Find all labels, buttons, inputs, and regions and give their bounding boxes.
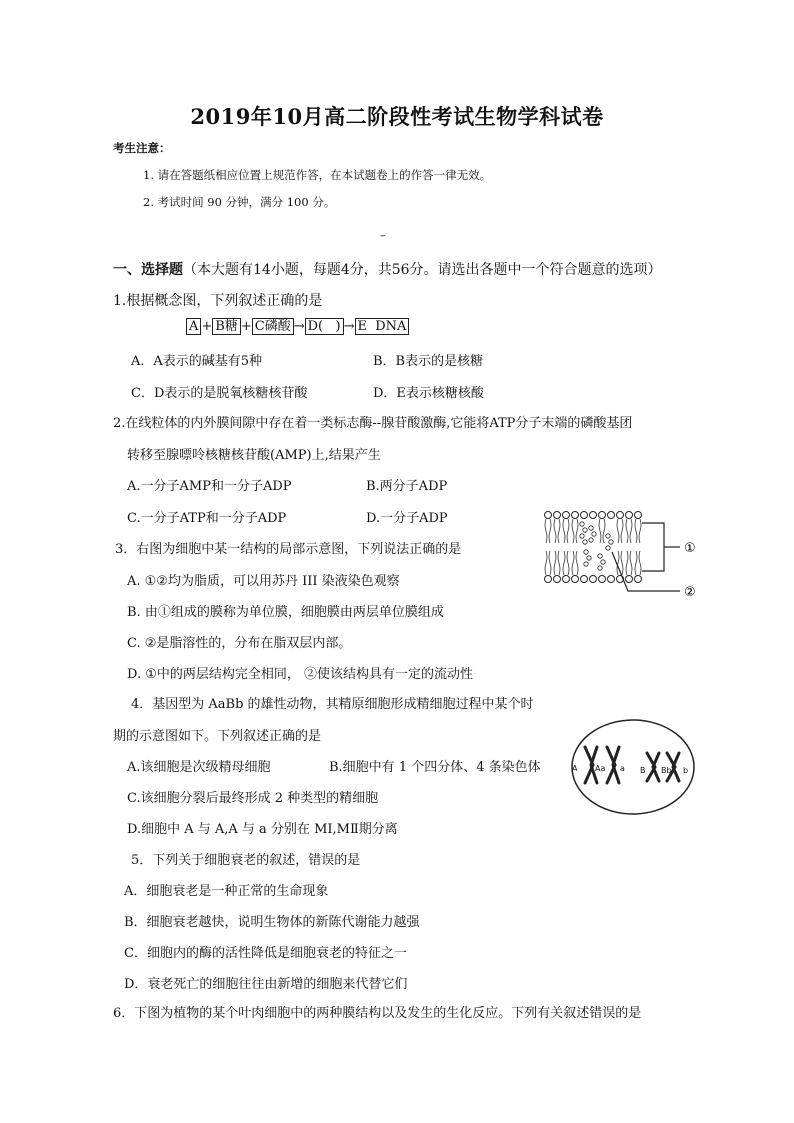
q3-option-c: C. ②是脂溶性的，分布在脂双层内部。 (127, 636, 352, 651)
concept-box-e: E DNA (355, 318, 410, 335)
q3-stem: 3．右图为细胞中某一结构的局部示意图，下列说法正确的是 (115, 542, 462, 557)
stray-mark: – (380, 228, 386, 242)
q3-option-b: B. 由①组成的膜称为单位膜，细胞膜由两层单位膜组成 (127, 605, 444, 620)
q1-option-d: D．E表示核糖核酸 (373, 386, 484, 401)
allele-label-bb: Bb (661, 766, 672, 775)
section-heading-desc: （本大题有14小题，每题4分，共56分。请选出各题中一个符合题意的选项） (183, 262, 662, 278)
concept-box-b: B糖 (212, 318, 241, 335)
q5-option-c: C．细胞内的酶的活性降低是细胞衰老的特征之一 (124, 946, 407, 961)
page-title: 2019年10月高二阶段性考试生物学科试卷 (190, 104, 604, 129)
q3-option-a: A. ①②均为脂质，可以用苏丹 III 染液染色观察 (127, 574, 400, 589)
q4-option-d: D.细胞中 A 与 A,A 与 a 分别在 MⅠ,MⅡ期分离 (127, 822, 398, 837)
q5-stem: 5．下列关于细胞衰老的叙述，错误的是 (131, 853, 361, 868)
allele-label-a-upper: A (572, 764, 578, 773)
q2-option-b: B.两分子ADP (366, 479, 448, 494)
figure-label-1: ① (684, 541, 696, 556)
concept-box-c: C磷酸 (252, 318, 294, 335)
allele-label-b-upper: B (640, 766, 646, 775)
q4-stem-line1: 4．基因型为 AaBb 的雄性动物，其精原细胞形成精细胞过程中某个时 (131, 697, 534, 712)
q2-stem-line1: 2.在线粒体的内外膜间隙中存在着一类标志酶--腺苷酸激酶,它能将ATP分子末端的磷酸基团 (113, 416, 633, 431)
q2-option-c: C.一分子ATP和一分子ADP (127, 511, 287, 526)
q5-option-b: B．细胞衰老越快，说明生物体的新陈代谢能力越强 (124, 915, 420, 930)
concept-plus-2: + (240, 319, 252, 334)
concept-box-a: A (186, 318, 201, 335)
section-heading (113, 259, 662, 279)
q6-stem: 6．下图为植物的某个叶肉细胞中的两种膜结构以及发生的生化反应。下列有关叙述错误的是 (113, 1006, 642, 1021)
concept-plus-1: + (201, 319, 213, 334)
q4-option-a: A.该细胞是次级精母细胞 (127, 760, 271, 775)
section-heading-label: 一、选择题 (113, 262, 183, 278)
membrane-figure (538, 506, 706, 606)
cell-division-figure (569, 717, 697, 817)
q1-option-c: C．D表示的是脱氧核糖核苷酸 (131, 386, 308, 401)
q4-stem-line2: 期的示意图如下。下列叙述正确的是 (113, 729, 322, 744)
q5-option-a: A．细胞衰老是一种正常的生命现象 (124, 884, 329, 899)
q1-option-a: A．A表示的碱基有5种 (131, 354, 263, 369)
notice-heading: 考生注意： (113, 141, 171, 155)
allele-label-aa: Aa (595, 764, 606, 773)
q3-option-d: D. ①中的两层结构完全相同， ②使该结构具有一定的流动性 (127, 667, 474, 682)
cholesterol-molecules (580, 522, 613, 570)
q4-option-c: C.该细胞分裂后最终形成 2 种类型的精细胞 (127, 791, 379, 806)
notice-item-1: 1. 请在答题纸相应位置上规范作答，在本试题卷上的作答一律无效。 (143, 168, 492, 182)
figure-label-2: ② (684, 585, 696, 600)
concept-map (186, 318, 409, 335)
q1-option-b: B．B表示的是核糖 (373, 354, 484, 369)
q2-option-d: D.一分子ADP (366, 511, 448, 526)
q4-option-b: B.细胞中有 1 个四分体、4 条染色体 (329, 760, 541, 775)
q2-stem-line2: 转移至腺嘌呤核糖核苷酸(AMP)上,结果产生 (127, 448, 381, 463)
concept-arrow-2: → (343, 319, 355, 334)
concept-arrow-1: → (293, 319, 305, 334)
notice-item-2: 2. 考试时间 90 分钟，满分 100 分。 (143, 195, 336, 209)
q1-stem: 1.根据概念图，下列叙述正确的是 (113, 293, 323, 309)
concept-box-d: D( ) (305, 318, 344, 335)
allele-label-a-lower: a (620, 764, 625, 773)
q5-option-d: D．衰老死亡的细胞往往由新增的细胞来代替它们 (124, 977, 408, 992)
allele-label-b-lower: b (683, 766, 689, 775)
membrane-lower-heads (545, 576, 642, 583)
q2-option-a: A.一分子AMP和一分子ADP (127, 479, 292, 494)
membrane-upper-heads (545, 512, 642, 519)
